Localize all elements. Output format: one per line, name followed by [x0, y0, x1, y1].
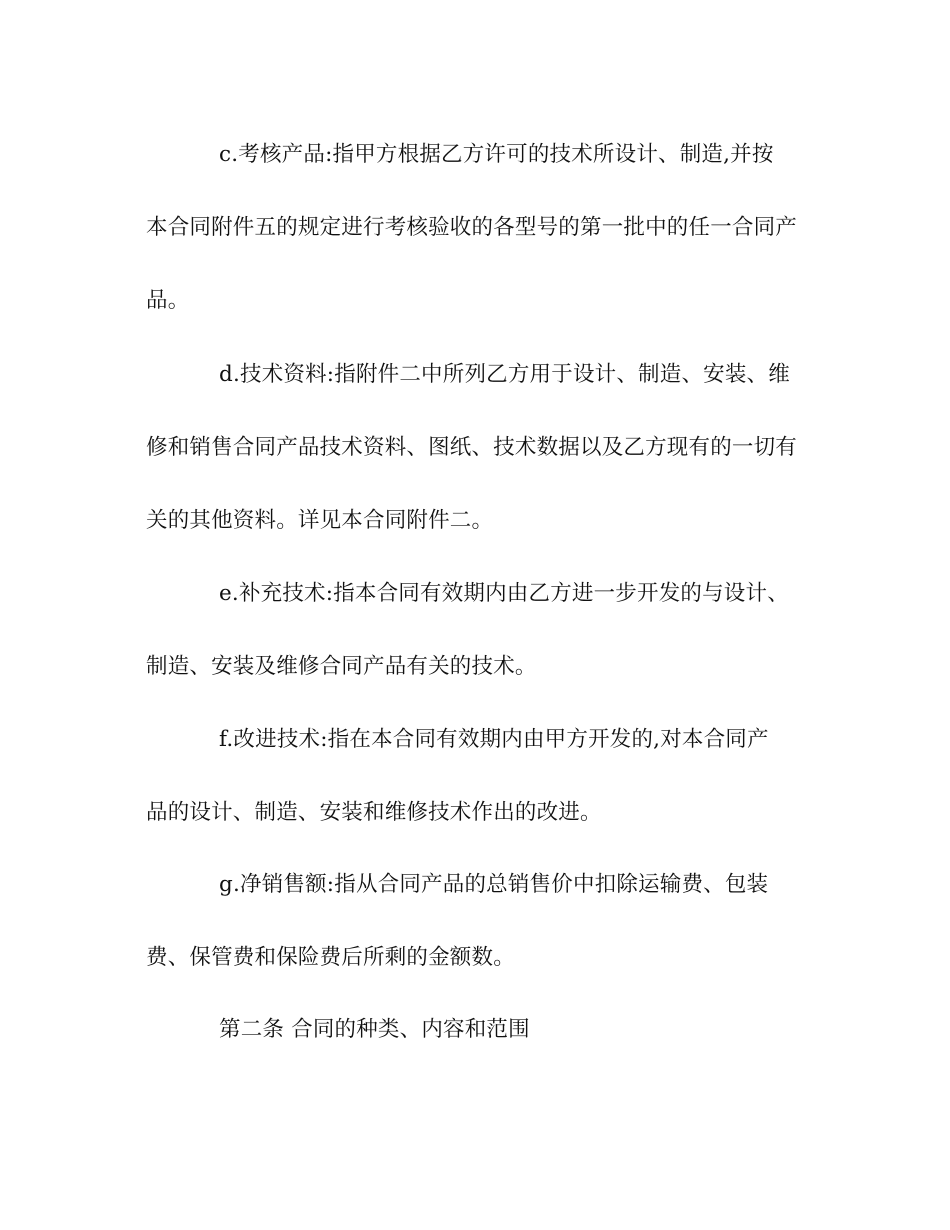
clause-f-line-1: f.改进技术:指在本合同有效期内由甲方开发的,对本合同产 — [219, 727, 769, 752]
clause-c-line-1: c.考核产品:指甲方根据乙方许可的技术所设计、制造,并按 — [219, 142, 774, 167]
clause-g-line-1: g.净销售额:指从合同产品的总销售价中扣除运输费、包装 — [219, 872, 769, 897]
clause-c-line-3: 品。 — [146, 288, 190, 313]
clause-f-line-2: 品的设计、制造、安装和维修技术作出的改进。 — [146, 800, 602, 825]
clause-d-line-3: 关的其他资料。详见本合同附件二。 — [146, 508, 494, 533]
clause-e-line-2: 制造、安装及维修合同产品有关的技术。 — [146, 654, 537, 679]
article-two-heading: 第二条 合同的种类、内容和范围 — [219, 1017, 530, 1042]
clause-g-line-2: 费、保管费和保险费后所剩的金额数。 — [146, 945, 515, 970]
clause-d-line-2: 修和销售合同产品技术资料、图纸、技术数据以及乙方现有的一切有 — [146, 435, 798, 460]
clause-e-line-1: e.补充技术:指本合同有效期内由乙方进一步开发的与设计、 — [219, 581, 789, 606]
clause-d-line-1: d.技术资料:指附件二中所列乙方用于设计、制造、安装、维 — [219, 362, 790, 387]
clause-c-line-2: 本合同附件五的规定进行考核验收的各型号的第一批中的任一合同产 — [146, 215, 798, 240]
